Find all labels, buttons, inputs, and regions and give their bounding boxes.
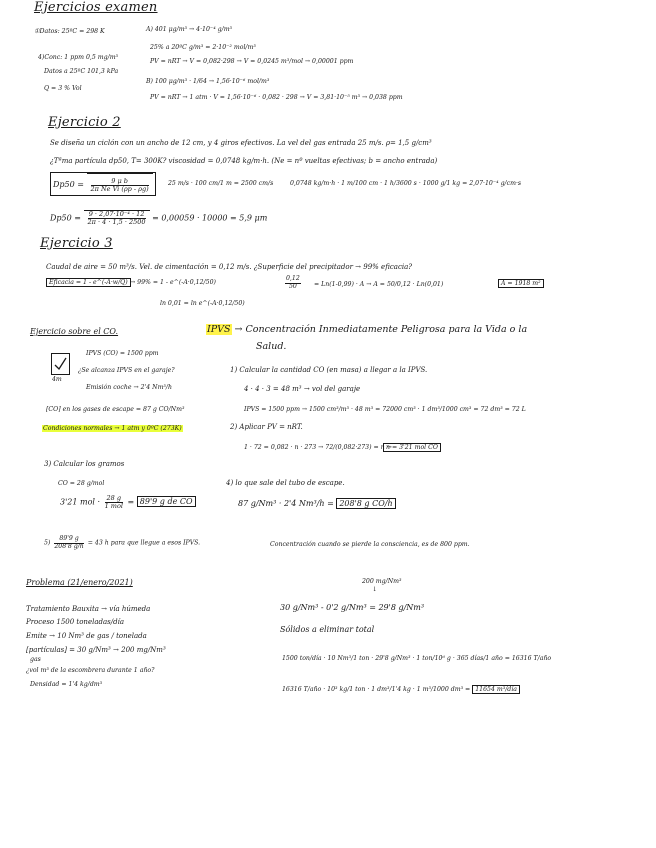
problem-line-3: Emite → 10 Nm³ de gas / tonelada — [26, 632, 147, 640]
co-step3-den: 1 mol — [104, 501, 123, 510]
ej2-formula-num: 9 μ b — [91, 178, 149, 186]
page-title: Ejercicios examen — [34, 0, 158, 15]
ej2-statement-1: Se diseña un ciclón con un ancho de 12 cm, y 4 giros efectivos. La vel del gas entrada 25 m/s. ρ= 1,5 g/cm³ — [50, 139, 432, 147]
co-step4-result: 208'8 g CO/h — [336, 498, 395, 509]
co-title: Ejercicio sobre el CO. — [30, 327, 119, 336]
ej3-frac-den: 50 — [288, 282, 297, 290]
problem-r1: 30 g/Nm³ - 0'2 g/Nm³ = 29'8 g/Nm³ — [280, 603, 425, 612]
co-step3a: CO = 28 g/mol — [58, 480, 105, 487]
ej2-title: Ejercicio 2 — [48, 115, 121, 130]
garage-size: 4m — [52, 376, 62, 383]
ej2-formula-box — [50, 172, 156, 196]
ej2-calc-num: 9 · 2,07·10⁻⁴ · 12 — [88, 210, 145, 218]
ej3-statement: Caudal de aire = 50 m³/s. Vel. de cimentación = 0,12 m/s. ¿Superficie del precipitador → 99% eficacia? — [46, 263, 413, 271]
ex1-b-result: PV = nRT → 1 atm · V = 1,56·10⁻⁶ · 0,082 · 298 → V = 3,81·10⁻⁵ m³ → 0,038 ppm — [150, 94, 403, 101]
ej3-frac-num: 0,12 — [286, 275, 300, 282]
ej3-title: Ejercicio 3 — [40, 236, 113, 251]
ej3-formula-box: Eficacia = 1 - e^(-A·w/Q) — [46, 278, 131, 287]
ex1-q-line: Q = 3 % Vol — [44, 85, 82, 92]
garage-sketch-icon — [51, 353, 70, 375]
co-step5-num: 89'9 g — [54, 536, 83, 544]
ej2-conv-viscosity: 0,0748 kg/m·h · 1 m/100 cm · 1 h/3600 s · 1000 g/1 kg = 2,07·10⁻⁴ g/cm·s — [290, 180, 522, 187]
ej2-calc-fraction — [88, 211, 146, 226]
ex1-a-line: A) 401 μg/m³ → 4·10⁻⁴ g/m³ — [146, 26, 233, 33]
co-emission: Emisión coche → 2'4 Nm³/h — [86, 384, 172, 391]
co-step1a: 4 · 4 · 3 = 48 m³ → vol del garaje — [244, 385, 361, 393]
problem-r4-result: 11654 m³/día — [472, 685, 520, 694]
co-ipvs-value: IPVS (CO) = 1500 ppm — [86, 350, 159, 357]
co-step5-fraction — [54, 536, 83, 550]
problem-title: Problema (21/enero/2021) — [26, 578, 133, 587]
ej3-step1: → 99% = 1 - e^(-A·0,12/50) — [130, 279, 216, 286]
co-step5: 5) $\frac{89'9 g}{208'8 g/h}$ = 43 h para que llegue a esos IPVS. — [44, 535, 201, 550]
co-step1b: IPVS = 1500 ppm → 1500 cm³/m³ · 48 m³ = 72000 cm³ · 1 dm³/1000 cm³ = 72 dm³ = 72 L — [244, 406, 526, 413]
co-step4-calc — [238, 499, 396, 508]
problem-line-1: Tratamiento Bauxita → vía húmeda — [26, 605, 151, 613]
ej3-frac — [285, 276, 301, 290]
problem-r0: 200 mg/Nm³ — [362, 578, 402, 585]
co-step1: 1) Calcular la cantidad CO (en masa) a llegar a la IPVS. — [230, 366, 428, 374]
problem-r3: 1500 ton/día · 10 Nm³/1 ton · 29'8 g/Nm³ · 1 ton/10⁶ g · 365 días/1 año = 16316 T/año — [282, 655, 552, 662]
co-step2-result: n = 3'21 mol CO — [383, 443, 441, 452]
ej2-dp-label-2: Dp50 = — [50, 213, 81, 223]
down-arrow-icon: ↓ — [372, 586, 378, 593]
problem-line-2: Proceso 1500 toneladas/día — [26, 618, 124, 626]
co-step2a: 1 · 72 = 0,082 · n · 273 → 72/(0,082·273) = n → — [244, 444, 392, 451]
ej2-result: = 0,00059 · 10000 = 5,9 μm — [152, 213, 268, 223]
ej2-dp-label: Dp50 = — [53, 180, 84, 189]
ej2-calc — [50, 210, 267, 226]
co-step3: 3) Calcular los gramos — [44, 460, 125, 468]
ipvs-definition: → Concentración Inmediatamente Peligrosa para la Vida o la — [234, 324, 528, 335]
ex1-data-line: ①Datos: 25ºC = 298 K — [34, 28, 105, 35]
ej3-fraction — [283, 276, 303, 290]
co-step3-result: 89'9 g de CO — [137, 496, 196, 507]
co-step3-num: 28 g — [106, 494, 122, 502]
ej2-formula-fraction — [91, 178, 149, 193]
ej3-result-box: A = 1918 m² — [498, 279, 544, 288]
ej2-statement-2: ¿Tªma partícula dp50, T= 300K? viscosidad = 0,0748 kg/m·h. (Ne = nº vueltas efectivas; b = ancho entrada) — [50, 157, 438, 165]
co-step5-text: = 43 h para que llegue a esos IPVS. — [87, 539, 201, 547]
ipvs-highlight: IPVS — [207, 324, 231, 335]
problem-r4-calc — [282, 686, 520, 693]
co-step5-note: Concentración cuando se pierde la consciencia, es de 800 ppm. — [270, 541, 470, 548]
ex1-b-line: B) 100 μg/m³ · 1/64 → 1,56·10⁻⁶ mol/m³ — [146, 78, 270, 85]
co-step5-den: 208'8 g/h — [54, 542, 84, 550]
sqrt-symbol — [87, 173, 153, 196]
co-step4: 4) lo que sale del tubo de escape. — [226, 479, 345, 487]
ej2-conv-velocity: 25 m/s · 100 cm/1 m = 2500 cm/s — [168, 180, 274, 187]
co-step3-calc: 3'21 mol · $\frac{28 g}{\text{1 mol}}$ = 89'9 g de CO — [60, 495, 196, 510]
co-step3-fraction — [105, 495, 123, 510]
problem-line-4b: gas — [30, 656, 41, 663]
co-step2: 2) Aplicar PV = nRT. — [230, 423, 303, 431]
co-ipvs-def — [206, 324, 527, 335]
problem-line-5: ¿vol m³ de la escombrera durante 1 año? — [26, 667, 155, 674]
ipvs-definition-2: Salud. — [256, 341, 287, 352]
ex1-conc-line: 4)Conc: 1 ppm 0,5 mg/m³ — [38, 54, 119, 61]
ej2-formula-den: 2π Ne Vi (ρp - ρg) — [90, 184, 149, 193]
co-step3b: 3'21 mol · — [60, 497, 101, 507]
ex1-cond-line: Datos a 25ºC 101,3 kPa — [44, 68, 119, 75]
ex1-a-result: PV = nRT → V = 0,082·298 → V = 0,0245 m³/mol → 0,00001 ppm — [150, 58, 354, 65]
co-question: ¿Se alcanza IPVS en el garaje? — [78, 367, 175, 374]
problem-line-6: Densidad = 1'4 kg/dm³ — [30, 681, 103, 688]
co-concentration: [CO] en los gases de escape = 87 g CO/Nm³ — [46, 406, 185, 413]
ej3-step2: = Ln(1-0,99) · A → A = 50/0,12 · Ln(0,01) — [314, 281, 444, 288]
ex1-a-line2: 25% a 20ºC g/m³ = 2·10⁻² mol/m³ — [150, 44, 256, 51]
sqrt-symbol — [84, 210, 150, 226]
ej3-step1b: ln 0,01 = ln e^(-A·0,12/50) — [160, 300, 245, 307]
normal-conditions-highlight: Condiciones normales → 1 atm y 0ºC (273K) — [43, 425, 182, 432]
co-step4a: 87 g/Nm³ · 2'4 Nm³/h = — [238, 499, 334, 508]
problem-line-4: [partículas] = 30 g/Nm³ → 200 mg/Nm³ — [26, 646, 166, 654]
co-normal-conditions — [42, 425, 183, 432]
problem-r2: Sólidos a eliminar total — [280, 625, 375, 634]
problem-r4: 16316 T/año · 10³ kg/1 ton · 1 dm³/1'4 kg · 1 m³/1000 dm³ = — [282, 686, 471, 693]
ej2-calc-den: 2π · 4 · 1,5 · 2500 — [87, 217, 146, 226]
